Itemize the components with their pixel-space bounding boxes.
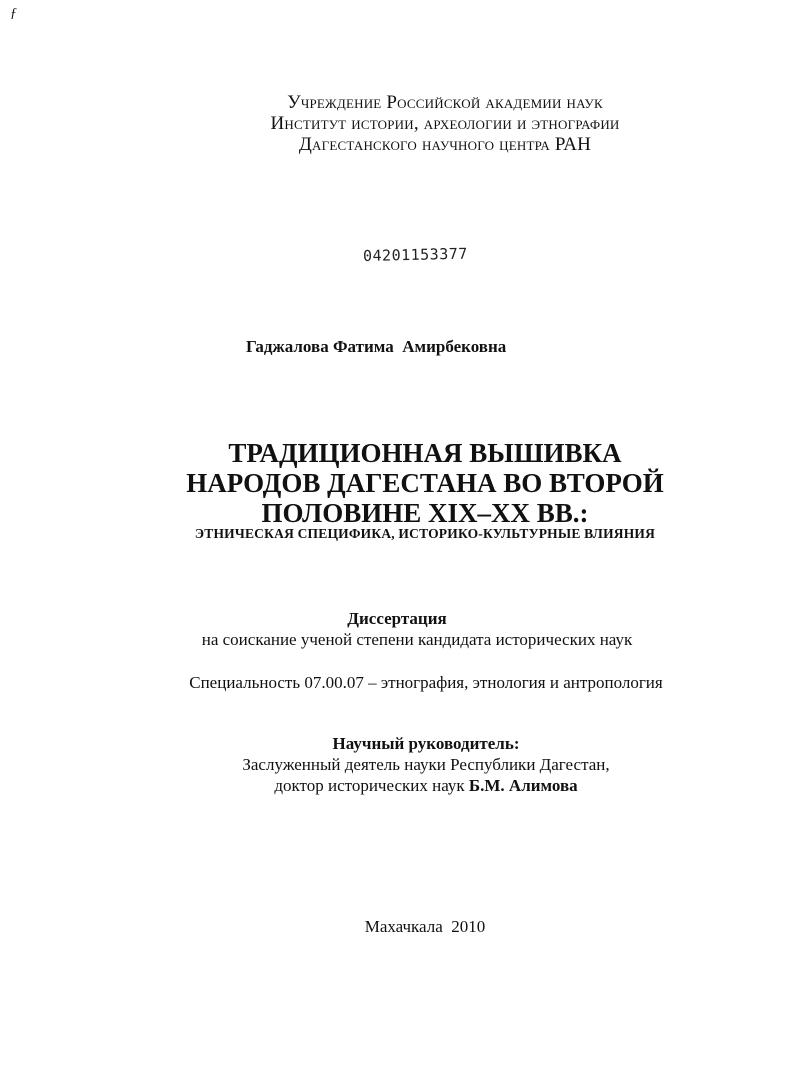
dissertation-subtitle: ЭТНИЧЕСКАЯ СПЕЦИФИКА, ИСТОРИКО-КУЛЬТУРНЫЕ ВЛИЯНИЯ — [194, 526, 656, 541]
specialty: Специальность 07.00.07 – этнография, этнология и антропология — [189, 673, 663, 692]
advisor-degree: доктор исторических наук — [274, 776, 465, 795]
document-type: Диссертация — [347, 609, 447, 628]
advisor-block — [0, 733, 794, 796]
author-name: Гаджалова Фатима Амирбековна — [246, 337, 507, 356]
advisor-title-line: Заслуженный деятель науки Республики Дагестан, — [242, 755, 610, 774]
title-line-2: НАРОДОВ ДАГЕСТАНА ВО ВТОРОЙ — [186, 468, 664, 498]
archive-number: 04201153377 — [362, 244, 469, 265]
dissertation-title — [0, 438, 794, 528]
institution-header — [0, 92, 794, 155]
place-and-year: Махачкала 2010 — [364, 917, 486, 936]
advisor-degree-line — [0, 775, 794, 796]
institution-line-1: Учреждение Российской академии наук — [287, 92, 603, 113]
advisor-heading: Научный руководитель: — [332, 734, 520, 753]
degree-purpose: на соискание ученой степени кандидата исторических наук — [201, 630, 633, 649]
institution-line-3: Дагестанского научного центра РАН — [298, 134, 592, 155]
title-line-1: ТРАДИЦИОННАЯ ВЫШИВКА — [228, 438, 622, 468]
title-line-3: ПОЛОВИНЕ XIX–XX ВВ.: — [261, 498, 589, 528]
corner-mark: ƒ — [10, 6, 17, 21]
institution-line-2: Институт истории, археологии и этнографии — [270, 113, 620, 134]
advisor-name: Б.М. Алимова — [468, 776, 578, 795]
